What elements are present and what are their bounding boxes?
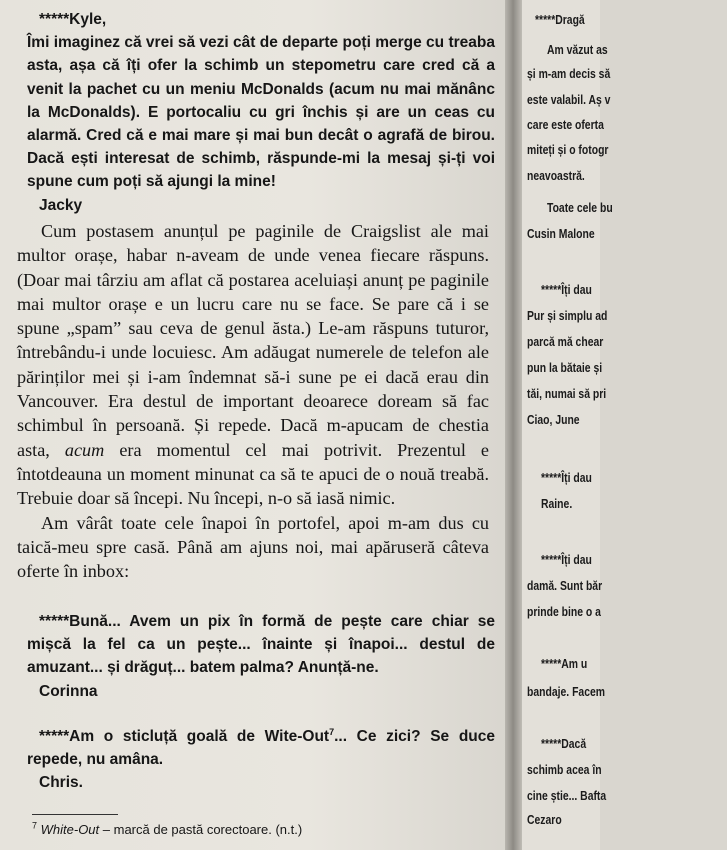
emphasis: acum [64, 439, 105, 460]
facing-page-line: *****Dragă [535, 12, 585, 27]
footnote-term: White-Out [40, 822, 100, 837]
facing-page-line: cine știe... Bafta [527, 788, 607, 803]
footnote-divider [32, 814, 118, 815]
message-signature: Jacky [39, 196, 83, 214]
paragraph: Am vârât toate cele înapoi în portofel, apoi m-am dus cu taică-meu spre casă. Până am ajuns noi, mai apăruseră câteva oferte în inbox: [17, 512, 489, 582]
message-kyle [27, 8, 495, 217]
facing-page-line: Raine. [541, 496, 573, 511]
book-gutter [505, 0, 523, 850]
footnote [32, 822, 492, 838]
facing-page-line: Pur și simplu ad [527, 308, 608, 323]
facing-page-line: Toate cele bu [547, 200, 613, 215]
message-corinna [27, 610, 495, 703]
facing-page-line: *****Dacă [541, 736, 587, 751]
footnote-marker: 7 [32, 820, 38, 831]
body-paragraphs [17, 219, 489, 583]
facing-page-line: Cezaro [527, 812, 562, 827]
message-chris [27, 725, 495, 795]
facing-page-line: parcă mă chear [527, 334, 604, 349]
facing-page-line: prinde bine o a [527, 604, 601, 619]
facing-page-line: Ciao, June [527, 412, 580, 427]
facing-page-line: și m-am decis să [527, 66, 611, 81]
facing-page-line: damă. Sunt băr [527, 578, 603, 593]
facing-page-line: bandaje. Facem [527, 684, 606, 699]
facing-page-line: pun la bătaie și [527, 360, 603, 375]
facing-page-line: *****Îți dau [541, 470, 592, 485]
facing-page-line: *****Am u [541, 656, 588, 671]
paragraph: Cum postasem anunțul pe paginile de Craigslist ale mai multor orașe, habar n-aveam de unde venea fiecare răspuns. (Doar mai târziu am aflat că postarea aceluiași anunț pe paginile mai multor orașe e un lucru care nu se face. Se pare că i se spune „spam” sau ceva de genul ăsta.) Le-am răspuns tuturor, întrebându-i unde locuiesc. Am adăugat numerele de telefon ale părinților mei și i-am îndemnat să-i sune pe ei dacă erau din Vancouver. Era destul de important deoarece doream să fac schimbul în persoană. Și repede. Dacă m-apucam de chestia asta, acum era momentul cel mai potrivit. Prezentul e întotdeauna un moment minunat ca să te apuci de o nouă treabă. Trebuie doar să începi. Nu începi, n-o să iasă nimic. [17, 221, 490, 509]
footnote-text: – marcă de pastă corectoare. (n.t.) [99, 822, 303, 837]
facing-page-line: miteți și o fotogr [527, 142, 609, 157]
message-body: *****Bună... Avem un pix în formă de pește care chiar se mișcă la fel ca un pește... înainte și înapoi... destul de amuzant... și drăguț... batem palma? Anunță-ne. [27, 613, 495, 677]
message-signature: Chris. [39, 774, 83, 792]
facing-page-line: neavoastră. [527, 168, 585, 183]
message-greeting: *****Kyle, [39, 11, 107, 28]
footnote-ref: 7 [329, 726, 335, 737]
facing-page-line: Am văzut as [547, 42, 608, 57]
facing-page-line: *****Îți dau [541, 552, 592, 567]
facing-page [522, 0, 613, 850]
message-body: Îmi imaginez că vrei să vezi cât de departe poți merge cu treaba asta, așa că îți ofer la schimb un stepometru care cred că a venit la pachet cu un meniu McDonalds (acum nu mai mănânc la McDonalds). E portocaliu cu gri închis și are un ceas cu alarmă. Cred că e mai mare și mai bun decât o agrafă de birou. Dacă ești interesat de schimb, răspunde-mi la mesaj și-ți voi spune cum poți să ajungi la mine! [27, 34, 495, 191]
message-signature: Corinna [39, 682, 98, 700]
facing-page-line: *****Îți dau [541, 282, 592, 297]
facing-page-line: care este oferta [527, 117, 604, 132]
facing-page-line: schimb acea în [527, 762, 602, 777]
message-body: *****Am o sticluță goală de Wite-Out$^7$... Ce zici? Se duce repede, nu amâna. [27, 726, 496, 769]
facing-page-line: Cusin Malone [527, 226, 595, 241]
facing-page-line: tăi, numai să pri [527, 386, 607, 401]
facing-page-line: este valabil. Aș v [527, 92, 611, 107]
